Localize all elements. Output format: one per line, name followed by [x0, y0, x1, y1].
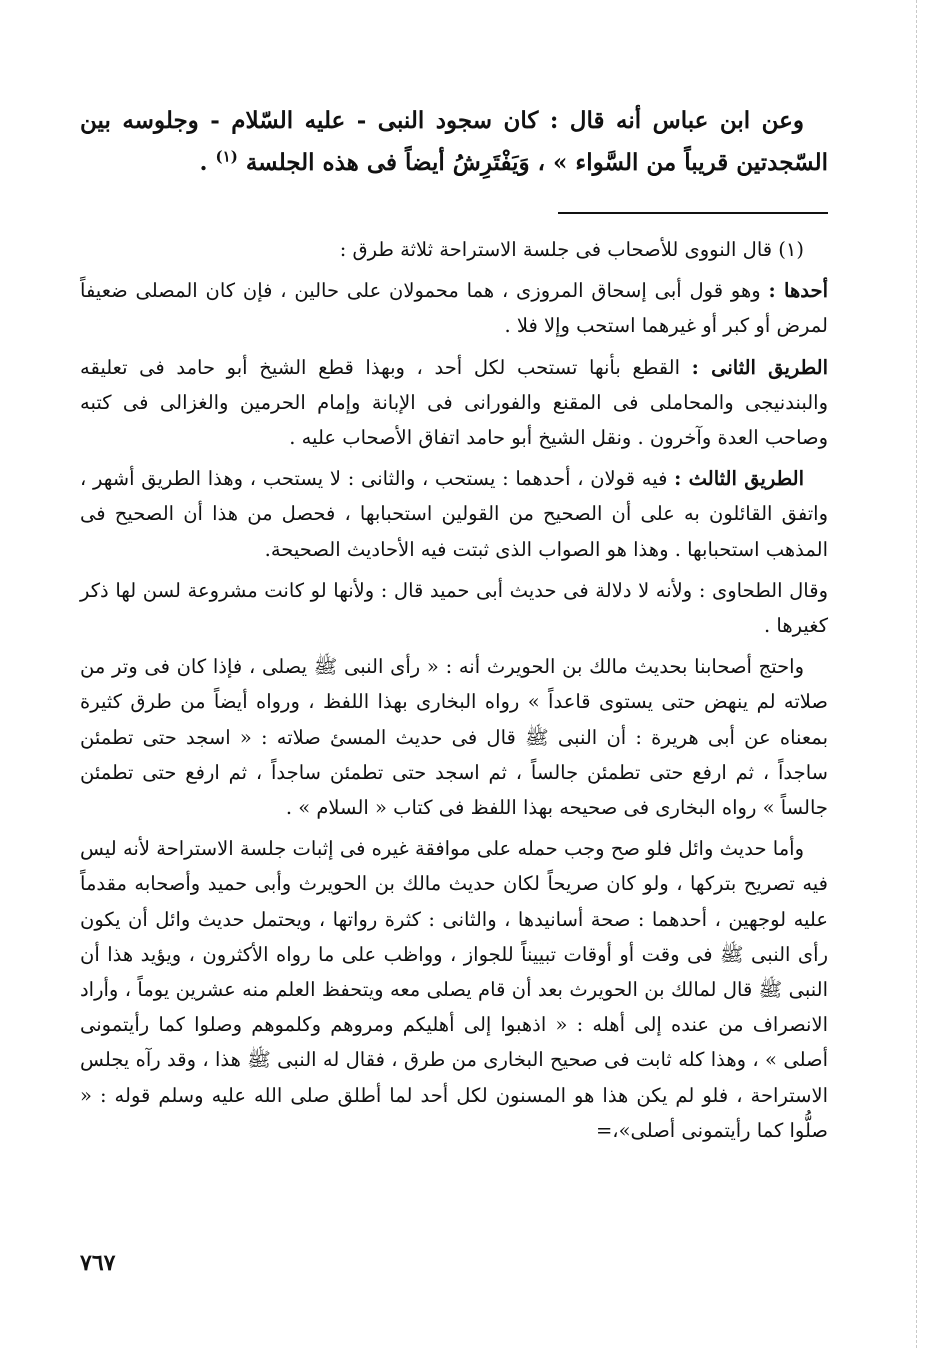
footnote-paragraph-1 — [80, 273, 828, 343]
footnote-paragraph-2 — [80, 350, 828, 456]
footnote-paragraph-6: وأما حديث وائل فلو صح وجب حمله على موافقة غيره فى إثبات جلسة الاستراحة لأنه ليس فيه تصريح بتركها ، ولو كان صريحاً لكان حديث مالك بن الحويرث وأبى حميد وأصحابه مقدماً عليه لوجهين ، أحدهما : صحة أسانيدها ، والثانى : كثرة رواتها ، ويحتمل حديث وائل أن يكون رأى النبى ﷺ فى وقت أو أوقات تبييناً للجواز ، وواظب على ما رواه الأكثرون ، ويؤيد هذا أن النبى ﷺ قال لمالك بن الحويرث بعد أن قام يصلى معه ويتحفظ العلم منه عشرين يوماً ، وأراد الانصراف من عنده إلى أهله : « اذهبوا إلى أهليكم ومروهم وكلموهم وصلوا كما رأيتمونى أصلى » ، وهذا كله ثابت فى صحيح البخارى من طرق ، فقال له النبى ﷺ هذا ، وقد رآه يجلس الاستراحة ، فلو لم يكن هذا هو المسنون لكل أحد لما أطلق صلى الله عليه وسلم قوله : « صلُّوا كما رأيتمونى أصلى»،= — [80, 837, 828, 1142]
footnote-paragraph-1-lead: أحدها : — [768, 279, 828, 303]
footnote-separator — [558, 212, 828, 214]
footnote-paragraph-3 — [80, 461, 828, 567]
footnote-intro: (١) قال النووى للأصحاب فى جلسة الاستراحة ثلاثة طرق : — [339, 238, 804, 261]
footnote-paragraph-1-text: وهو قول أبى إسحاق المروزى ، هما محمولان على حالين ، فإن كان المصلى ضعيفاً لمرض أو كبر أو غيرهما استحب وإلا فلا . — [80, 279, 828, 338]
footnote-paragraph-5: واحتج أصحابنا بحديث مالك بن الحويرث أنه : « رأى النبى ﷺ يصلى ، فإذا كان فى وتر من صلاته لم ينهض حتى يستوى قاعداً » رواه البخارى بهذا اللفظ ، ورواه أيضاً من طرق كثيرة بمعناه عن أبى هريرة : أن النبى ﷺ قال فى حديث المسئ صلاته : « اسجد حتى تطمئن ساجداً ، ثم ارفع حتى تطمئن جالساً ، ثم اسجد حتى تطمئن ساجداً ، ثم ارفع حتى تطمئن جالساً » رواه البخارى فى صحيحه بهذا اللفظ فى كتاب « السلام » . — [80, 655, 828, 820]
footnote-paragraph-4: وقال الطحاوى : ولأنه لا دلالة فى حديث أبى حميد قال : ولأنها لو كانت مشروعة لسن لها ذكر كغيرها . — [80, 578, 828, 638]
main-paragraph-end: . — [199, 149, 216, 176]
footnote-paragraph-3-lead: الطريق الثالث : — [674, 467, 804, 491]
footnote-paragraph-2-text: القطع بأنها تستحب لكل أحد ، وبهذا قطع الشيخ أبو حامد فى تعليقه والبندنيجى والمحاملى فى المقنع والفورانى فى الإبانة وإمام الحرمين والغزالى فى كتبه وصاحب العدة وآخرون . ونقل الشيخ أبو حامد اتفاق الأصحاب عليه . — [80, 355, 828, 450]
footnote-reference: (١) — [215, 147, 238, 166]
main-text — [80, 100, 828, 184]
footnotes — [80, 232, 828, 1154]
footnote-paragraph-3-text: فيه قولان ، أحدهما : يستحب ، والثانى : لا يستحب ، وهذا الطريق أشهر ، واتفق القائلون به على أن الصحيح من القولين استحبابها ، فحصل من هذا أن الصحيح فى المذهب استحبابها . وهذا هو الصواب الذى ثبتت فيه الأحاديث الصحيحة. — [80, 467, 828, 561]
page-number: ٧٦٧ — [80, 1250, 116, 1276]
scan-edge-line — [916, 0, 917, 1348]
footnote-paragraph-2-lead: الطريق الثانى : — [691, 355, 828, 379]
main-paragraph-text: وعن ابن عباس أنه قال : كان سجود النبى - عليه السّلام - وجلوسه بين السّجدتين قريباً من السَّواء » ، وَيَفْتَرِشُ أيضاً فى هذه الجلسة — [80, 107, 828, 176]
main-paragraph — [80, 100, 828, 184]
